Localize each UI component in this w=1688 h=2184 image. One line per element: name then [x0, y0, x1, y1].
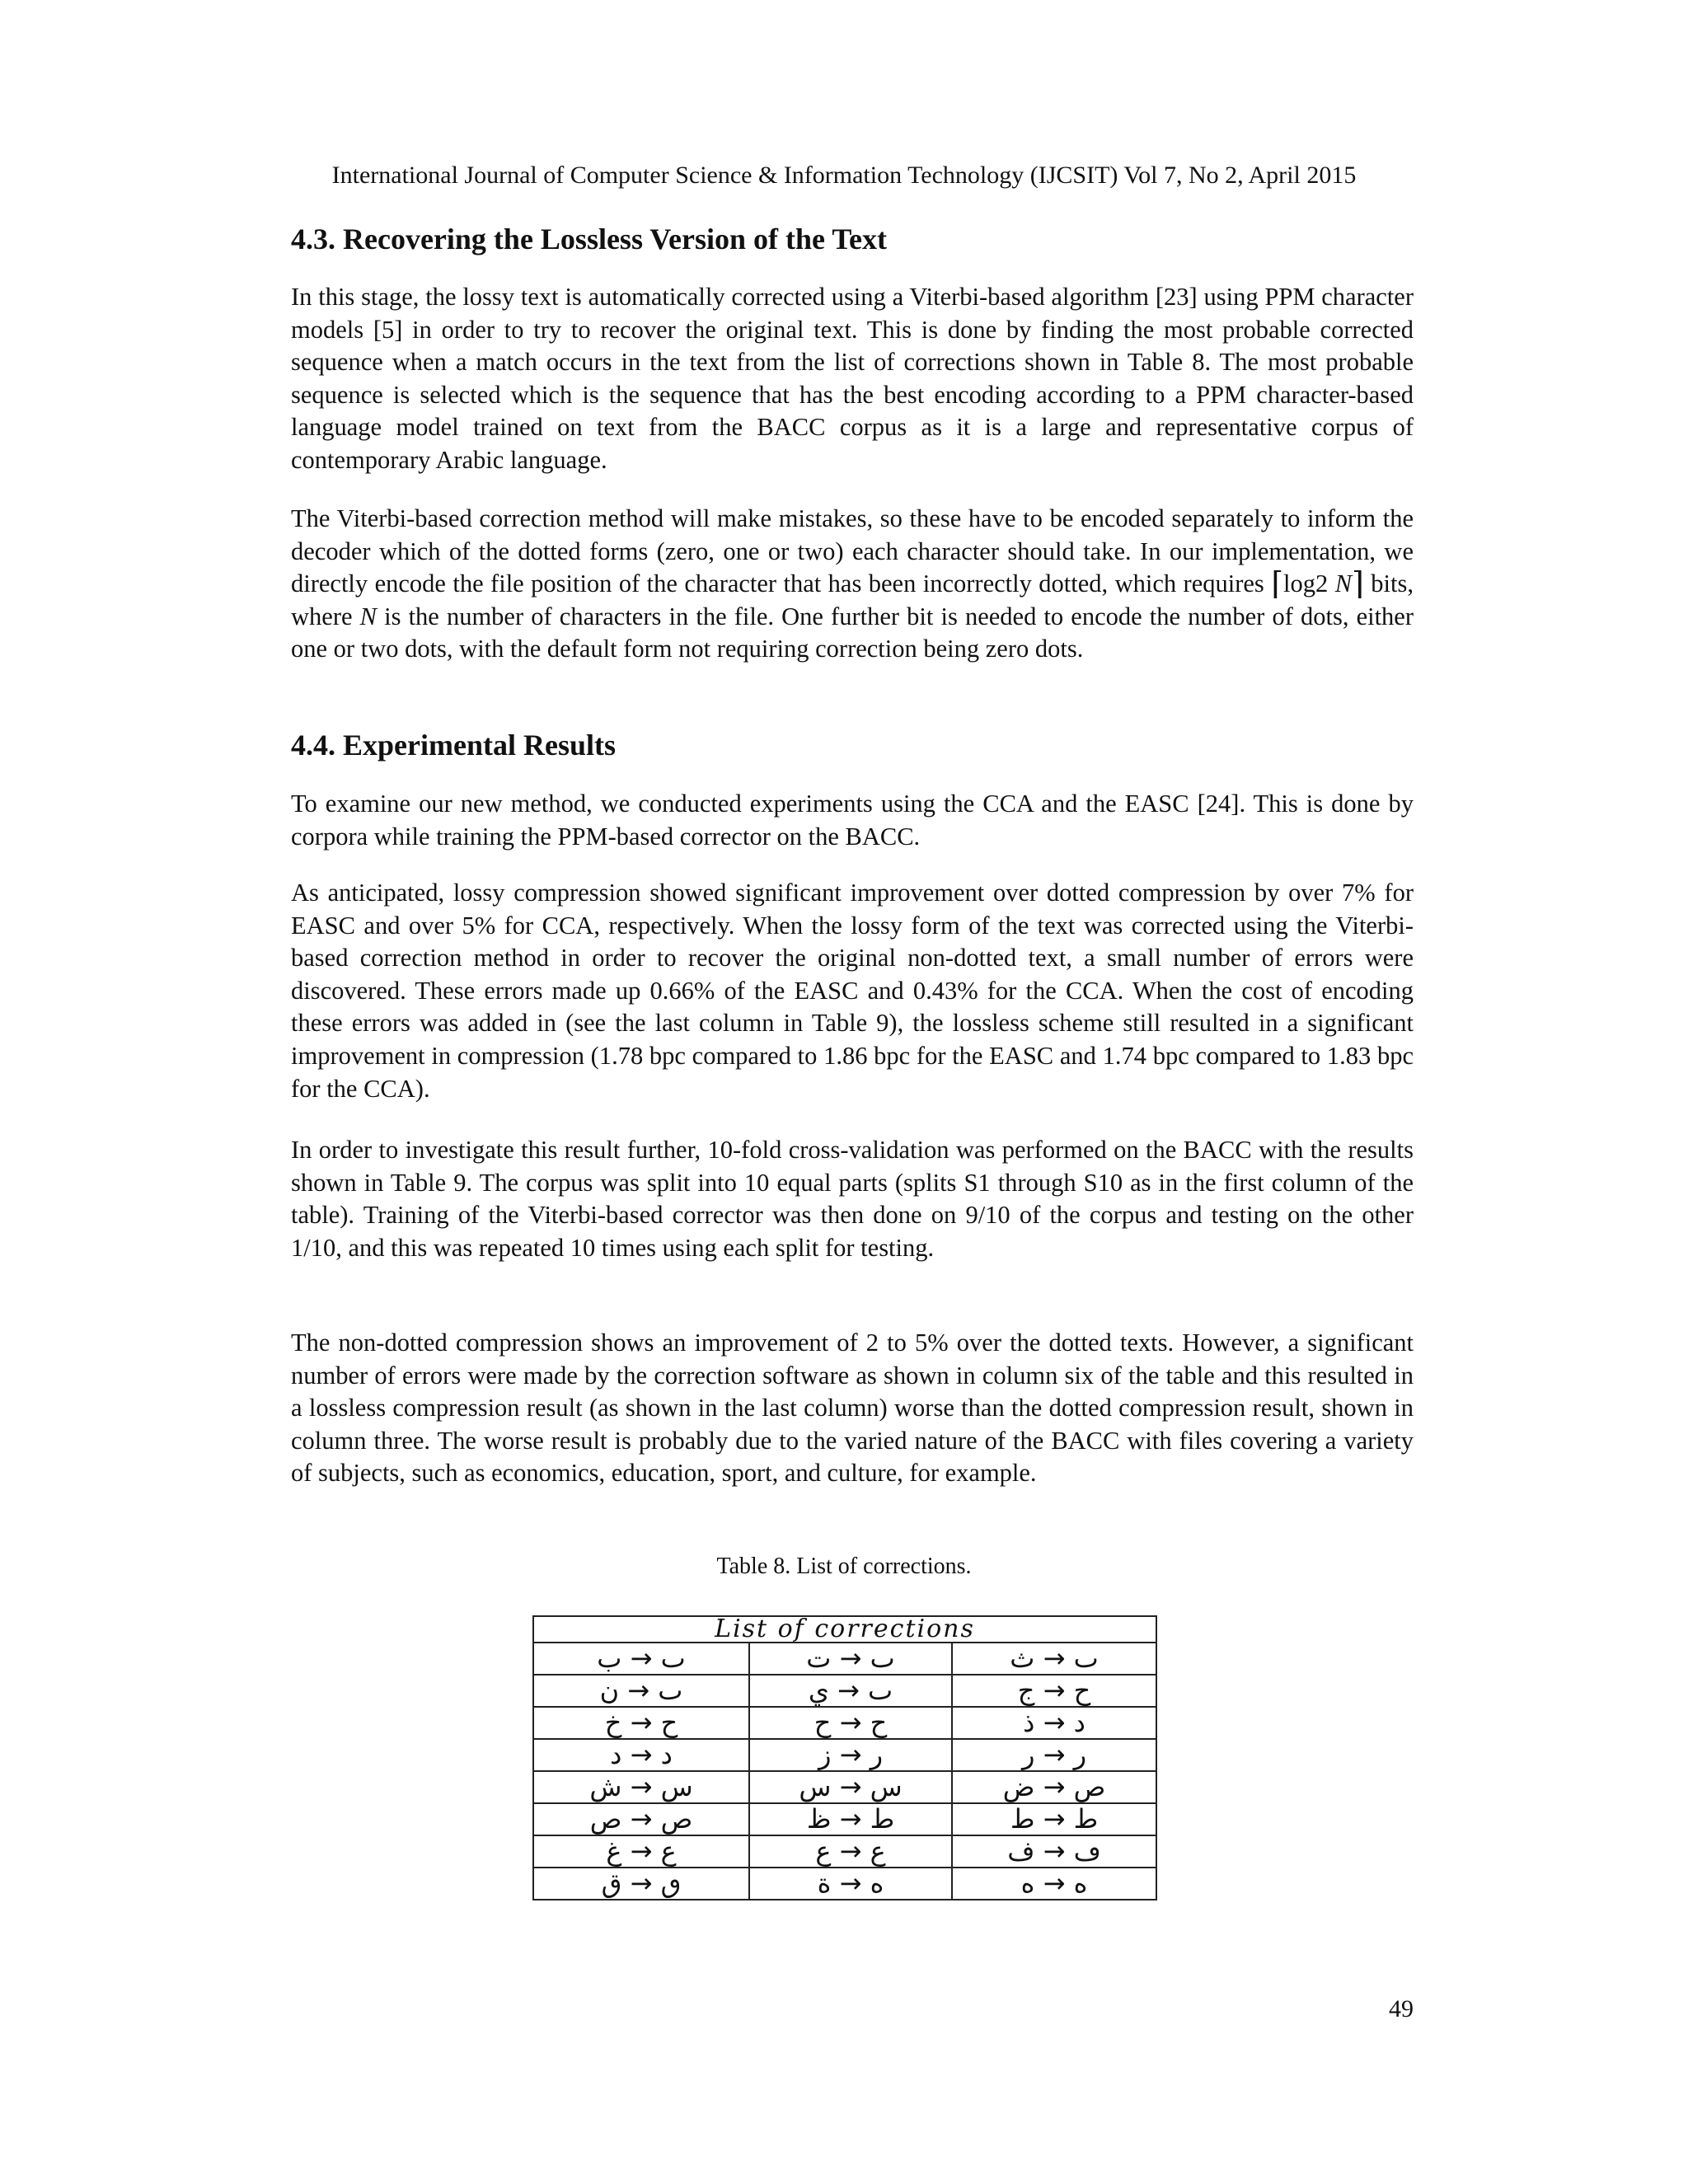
section-4-4-paragraph-1: To examine our new method, we conducted experiments using the CCA and the EASC [24]. This is done by corpora while training the PPM-based corrector on the BACC.: [291, 790, 1414, 851]
p2-text-before: The Viterbi-based correction method will make mistakes, so these have to be encoded separately to inform the decoder which of the dotted forms (zero, one or two) each character should take. In our implementation, we directly encode the file position of the character that has been incorrectly dotted, which requires: [291, 504, 1414, 598]
table-row: [533, 1707, 1156, 1739]
table-cell: ٮ → ن: [533, 1675, 749, 1707]
table-cell: ٮ → ت: [749, 1643, 952, 1675]
table-cell: ط → ط: [952, 1803, 1156, 1835]
table-cell: س → س: [749, 1771, 952, 1803]
ceiling-right-bracket: ⌉: [1352, 567, 1364, 602]
table-cell: ر → ز: [749, 1739, 952, 1771]
p2-text-after: is the number of characters in the file. One further bit is needed to encode the number of dots, either one or two dots, with the default form not requiring correction being zero dots.: [291, 602, 1414, 663]
table-cell: ص → ض: [952, 1771, 1156, 1803]
table-cell: ڡ → ف: [952, 1835, 1156, 1868]
table-cell: د → ذ: [952, 1707, 1156, 1739]
table-title: List of corrections: [533, 1616, 1156, 1643]
variable-n: N: [1334, 569, 1353, 598]
table-row: [533, 1675, 1156, 1707]
table-cell: ه → ه: [952, 1868, 1156, 1900]
table-cell: ٮ → ث: [952, 1643, 1156, 1675]
table-cell: ح → ح: [749, 1707, 952, 1739]
table-cell: ه → ة: [749, 1868, 952, 1900]
table-cell: ص → ص: [533, 1803, 749, 1835]
table-cell: ح → ج: [952, 1675, 1156, 1707]
page-number: 49: [1389, 1995, 1414, 2022]
table-title-row: [533, 1616, 1156, 1643]
ceiling-left-bracket: ⌈: [1271, 567, 1284, 602]
table-row: [533, 1835, 1156, 1868]
log-expression: log2: [1283, 569, 1335, 598]
section-4-4-paragraph-2: As anticipated, lossy compression showed significant improvement over dotted compression by over 7% for EASC and over 5% for CCA, respectively. When the lossy form of the text was corrected using the Viterbi-based correction method in order to recover the original non-dotted text, a small number of errors were discovered. These errors made up 0.66% of the EASC and 0.43% for the CCA. When the cost of encoding these errors was added in (see the last column in Table 9), the lossless scheme still resulted in a significant improvement in compression (1.78 bpc compared to 1.86 bpc for the EASC and 1.74 bpc compared to 1.83 bpc for the CCA).: [291, 879, 1414, 1103]
section-4-3-paragraph-1: In this stage, the lossy text is automatically corrected using a Viterbi-based algorithm [23] using PPM character models [5] in order to try to recover the original text. This is done by finding the most probable corrected sequence when a match occurs in the text from the list of corrections shown in Table 8. The most probable sequence is selected which is the sequence that has the best encoding according to a PPM character-based language model trained on text from the BACC corpus as it is a large and representative corpus of contemporary Arabic language.: [291, 283, 1414, 474]
section-4-4-heading: 4.4. Experimental Results: [291, 729, 616, 762]
table-row: [533, 1868, 1156, 1900]
table-row: [533, 1803, 1156, 1835]
table-cell: ط → ظ: [749, 1803, 952, 1835]
table-cell: ع → غ: [533, 1835, 749, 1868]
table-cell: ٮ → ي: [749, 1675, 952, 1707]
section-4-3-paragraph-2: [291, 503, 1414, 666]
section-4-4-paragraph-4: The non-dotted compression shows an improvement of 2 to 5% over the dotted texts. However, a significant number of errors were made by the correction software as shown in column six of the table and this resulted in a lossless compression result (as shown in the last column) worse than the dotted compression result, shown in column three. The worse result is probably due to the varied nature of the BACC with files covering a variety of subjects, such as economics, education, sport, and culture, for example.: [291, 1329, 1414, 1488]
table-row: [533, 1771, 1156, 1803]
journal-header: International Journal of Computer Science & Information Technology (IJCSIT) Vol 7, No 2, April 2015: [331, 162, 1357, 189]
corrections-table: [532, 1615, 1157, 1900]
table-cell: ح → خ: [533, 1707, 749, 1739]
table-cell: س → ش: [533, 1771, 749, 1803]
table-row: [533, 1643, 1156, 1675]
table-cell: ٯ → ق: [533, 1868, 749, 1900]
table-cell: ٮ → ب: [533, 1643, 749, 1675]
section-4-3-heading: 4.3. Recovering the Lossless Version of the Text: [291, 223, 887, 255]
table-row: [533, 1739, 1156, 1771]
table-cell: ع → ع: [749, 1835, 952, 1868]
variable-n: N: [359, 602, 377, 630]
table-cell: د → د: [533, 1739, 749, 1771]
table-cell: ر → ر: [952, 1739, 1156, 1771]
table-8-caption: Table 8. List of corrections.: [716, 1554, 972, 1579]
p2-text-middle: bits, where: [291, 569, 1414, 630]
section-4-4-paragraph-3: In order to investigate this result further, 10-fold cross-validation was performed on the BACC with the results shown in Table 9. The corpus was split into 10 equal parts (splits S1 through S10 as in the first column of the table). Training of the Viterbi-based corrector was then done on 9/10 of the corpus and testing on the other 1/10, and this was repeated 10 times using each split for testing.: [291, 1136, 1414, 1262]
